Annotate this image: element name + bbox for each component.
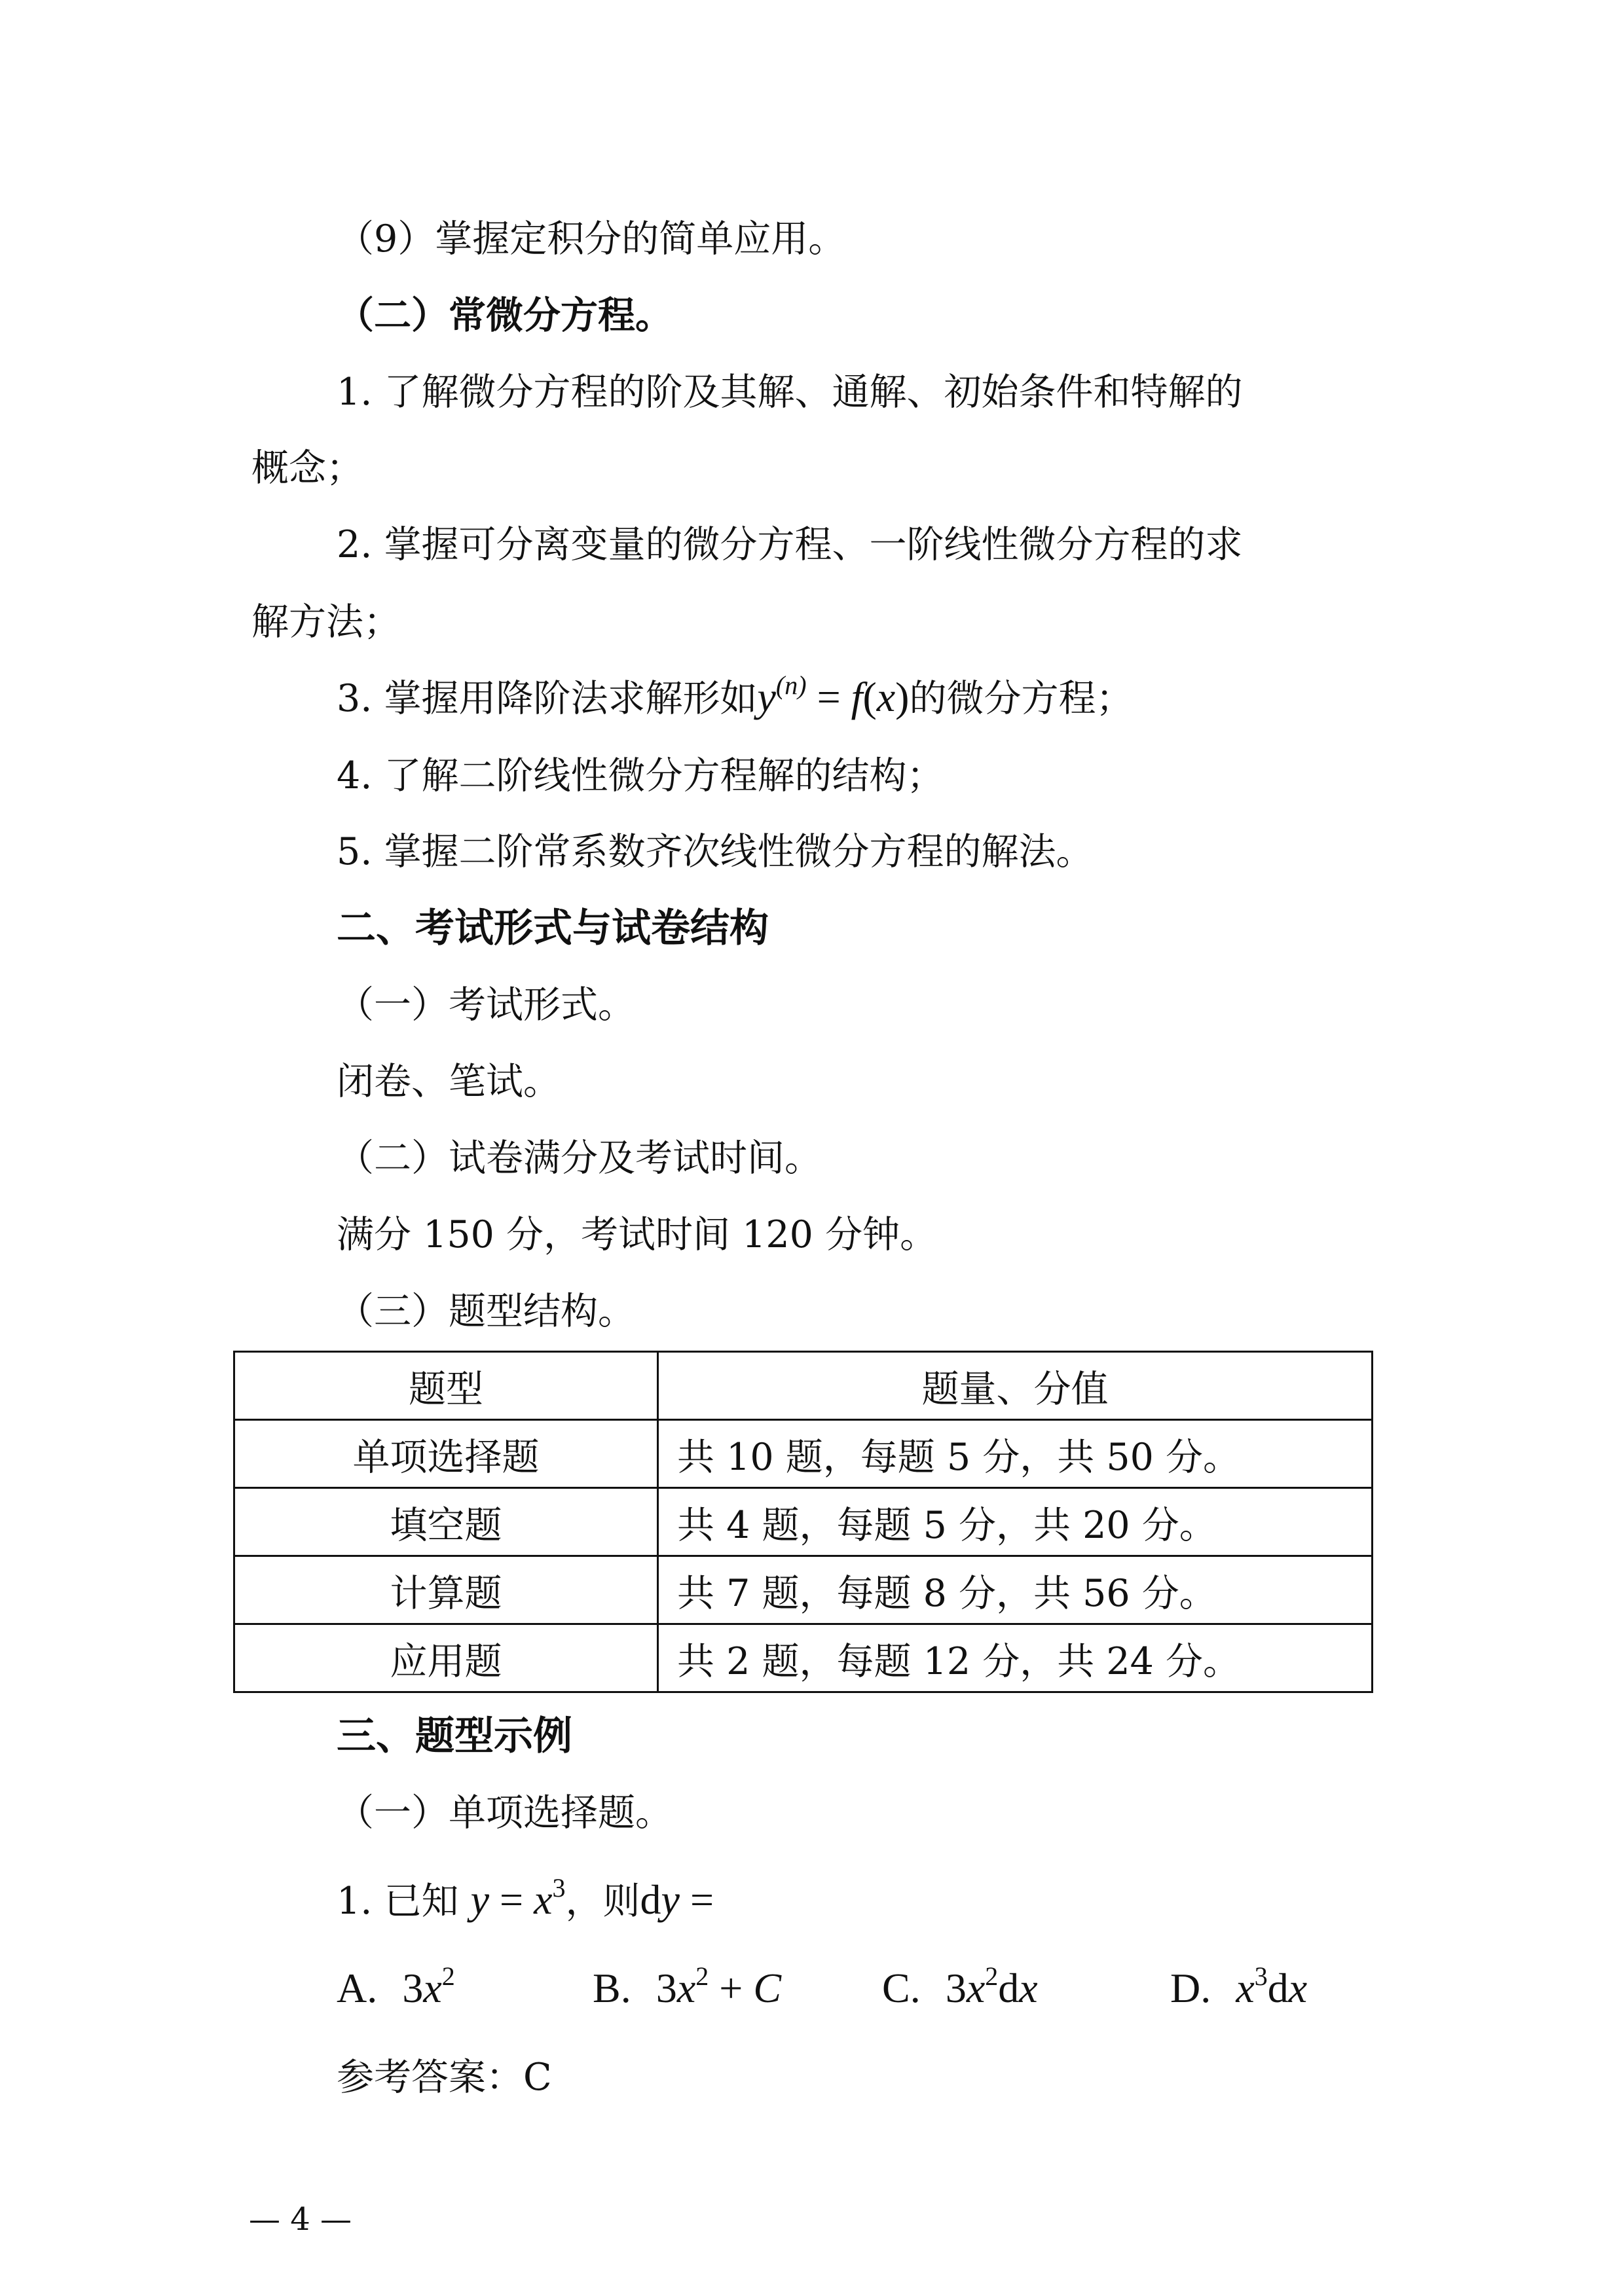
text-line: 4. 了解二阶线性微分方程解的结构； — [337, 754, 944, 797]
formula-coef: 3 — [655, 1965, 677, 2011]
table-cell-value: 共 10 题，每题 5 分，共 50 分。 — [658, 1420, 1373, 1488]
text-fragment: 3. 掌握用降阶法求解形如 — [337, 677, 758, 720]
formula-equals: = — [489, 1876, 534, 1923]
text-line: 概念； — [251, 446, 363, 490]
option-label: C. — [882, 1965, 921, 2011]
formula-exponent: 2 — [985, 1961, 999, 1991]
formula-exponent: 2 — [441, 1961, 455, 1991]
table-header-cell: 题量、分值 — [658, 1352, 1373, 1420]
formula-d: d — [640, 1876, 661, 1923]
formula-coef: 3 — [402, 1965, 424, 2011]
formula-coef: 3 — [945, 1965, 967, 2011]
option-b — [593, 1961, 782, 2016]
text-fragment: 的微分方程； — [909, 677, 1134, 720]
formula-constant: C — [753, 1965, 782, 2011]
table-row — [234, 1556, 1373, 1624]
table-header-row — [234, 1352, 1373, 1420]
formula-f: f — [851, 674, 863, 720]
table-row — [234, 1488, 1373, 1556]
formula-x: x — [423, 1965, 442, 2011]
formula-x: x — [534, 1876, 553, 1923]
text-line: （9）掌握定积分的简单应用。 — [337, 217, 846, 261]
formula-y: y — [470, 1876, 490, 1923]
section-heading: 三、题型示例 — [337, 1713, 572, 1759]
formula-x: x — [876, 674, 896, 720]
formula-order: (n) — [775, 670, 807, 700]
formula-exponent: 3 — [1254, 1961, 1268, 1991]
table-cell-value: 共 4 题，每题 5 分，共 20 分。 — [658, 1488, 1373, 1556]
text-line: 5. 掌握二阶常系数齐次线性微分方程的解法。 — [337, 830, 1094, 873]
table-cell-type: 填空题 — [234, 1488, 658, 1556]
text-line: 1. 了解微分方程的阶及其解、通解、初始条件和特解的 — [337, 371, 1243, 414]
formula-paren: ( — [862, 674, 877, 720]
text-fragment: ，则 — [565, 1880, 640, 1923]
table-row — [234, 1420, 1373, 1488]
table-cell-type: 应用题 — [234, 1624, 658, 1692]
text-fragment: 1. 已知 — [337, 1880, 459, 1923]
text-line: 2. 掌握可分离变量的微分方程、一阶线性微分方程的求 — [337, 523, 1243, 566]
table-cell-type: 计算题 — [234, 1556, 658, 1624]
formula-x: x — [966, 1965, 986, 2011]
option-label: B. — [593, 1965, 631, 2011]
subsection-heading: （一）考试形式。 — [337, 983, 635, 1027]
formula-equals: = — [806, 674, 851, 720]
formula-y: y — [661, 1876, 680, 1923]
question-type-table — [233, 1351, 1373, 1693]
option-c — [882, 1961, 1038, 2016]
formula-x: x — [1019, 1965, 1038, 2011]
option-label: D. — [1170, 1965, 1211, 2011]
option-label: A. — [337, 1965, 378, 2011]
formula-equals: = — [679, 1876, 714, 1923]
table-header-cell: 题型 — [234, 1352, 658, 1420]
formula-paren: ) — [895, 674, 910, 720]
table-cell-value: 共 7 题，每题 8 分，共 56 分。 — [658, 1556, 1373, 1624]
answer-line: 参考答案：C — [337, 2056, 552, 2099]
formula-plus: + — [709, 1965, 754, 2011]
subsection-heading: （一）单项选择题。 — [337, 1791, 673, 1834]
text-line: 满分 150 分，考试时间 120 分钟。 — [337, 1213, 938, 1256]
text-line: 解方法； — [251, 600, 401, 644]
subsection-heading: （二）试卷满分及考试时间。 — [337, 1137, 822, 1180]
formula-d: d — [1267, 1965, 1289, 2011]
subsection-heading: （三）题型结构。 — [337, 1290, 635, 1333]
formula-x: x — [1236, 1965, 1255, 2011]
option-a — [337, 1961, 455, 2016]
formula-d: d — [998, 1965, 1020, 2011]
option-d — [1170, 1961, 1308, 2016]
table-cell-value: 共 2 题，每题 12 分，共 24 分。 — [658, 1624, 1373, 1692]
formula-exponent: 2 — [695, 1961, 709, 1991]
table-cell-type: 单项选择题 — [234, 1420, 658, 1488]
formula-x: x — [1288, 1965, 1308, 2011]
section-heading: 二、考试形式与试卷结构 — [337, 905, 769, 951]
formula-x: x — [676, 1965, 696, 2011]
formula-y: y — [757, 674, 776, 720]
text-line-with-formula — [337, 670, 1134, 725]
table-row — [234, 1624, 1373, 1692]
page-number: — 4 — — [249, 2201, 352, 2238]
text-line: 闭卷、笔试。 — [337, 1060, 561, 1103]
formula-exponent: 3 — [552, 1873, 566, 1903]
subsection-heading: （二）常微分方程。 — [337, 294, 673, 337]
question-stem — [337, 1873, 714, 1928]
